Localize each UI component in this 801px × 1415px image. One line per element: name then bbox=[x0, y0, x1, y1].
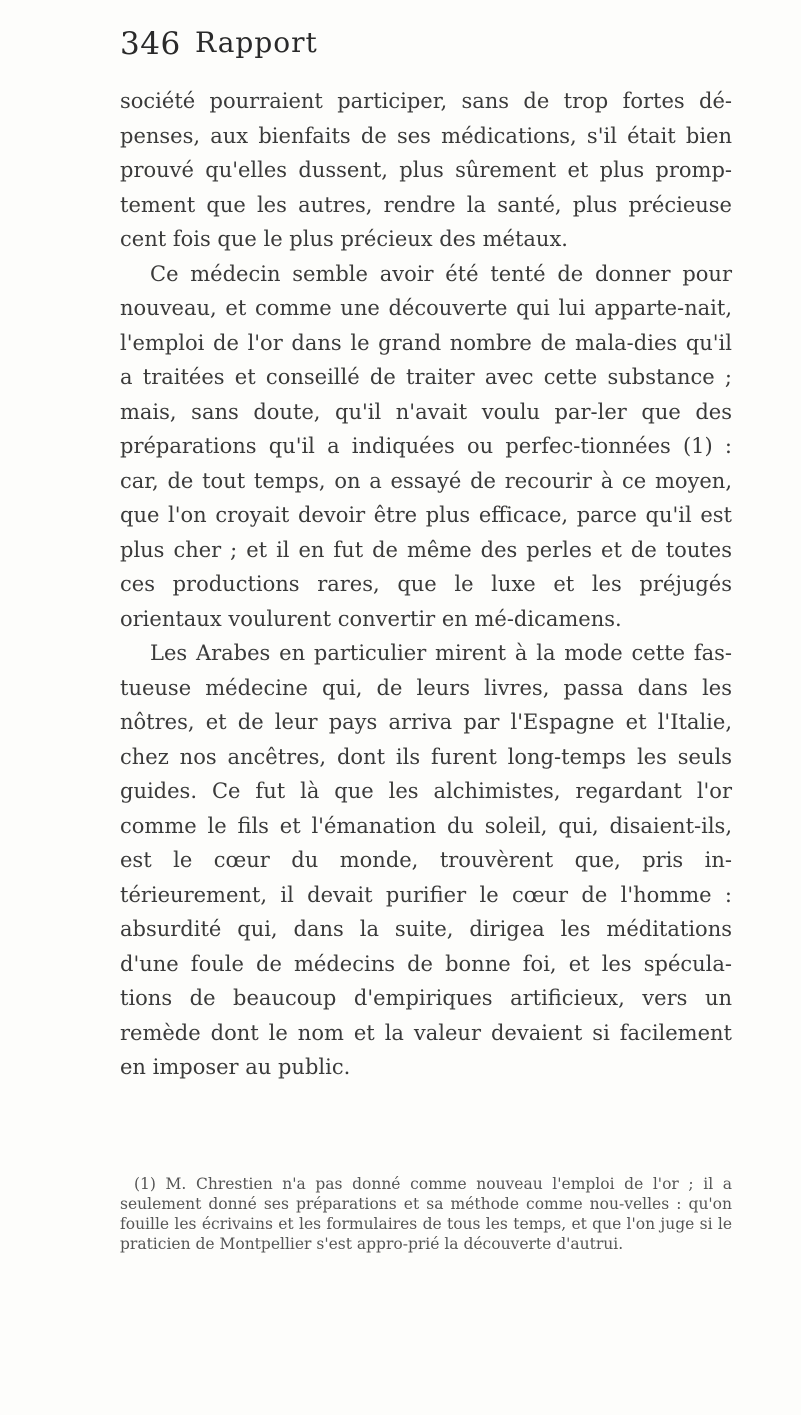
footnote: (1) M. Chrestien n'a pas donné comme nouveau l'emploi de l'or ; il a seulement donné ses préparations et sa méthode comme nou-velles : qu'on fouille les écrivains et les formulaires de tous les temps, et que l'on juge si le praticien de Montpellier s'est appro-prié la découverte d'autrui. bbox=[120, 1175, 732, 1253]
paragraph-2: Ce médecin semble avoir été tenté de donner pour nouveau, et comme une découverte qui lui apparte-nait, l'emploi de l'or dans le grand nombre de mala-dies qu'il a traitées et conseillé de traiter avec cette substance ; mais, sans doute, qu'il n'avait voulu par-ler que des préparations qu'il a indiquées ou perfec-tionnées (1) : car, de tout temps, on a essayé de recourir à ce moyen, que l'on croyait devoir être plus efficace, parce qu'il est plus cher ; et il en fut de même des perles et de toutes ces productions rares, que le luxe et les préjugés orientaux voulurent convertir en mé-dicamens. bbox=[120, 261, 732, 631]
page-number: 346 bbox=[120, 26, 181, 62]
running-head: Rapport bbox=[195, 26, 318, 59]
paragraph-1: société pourraient participer, sans de trop fortes dé-penses, aux bienfaits de ses médications, s'il était bien prouvé qu'elles dussent, plus sûrement et plus promp-tement que les autres, rendre la santé, plus précieuse cent fois que le plus précieux des métaux. bbox=[120, 89, 732, 251]
page-header bbox=[120, 26, 720, 72]
body-text bbox=[120, 84, 732, 1085]
paragraph-3: Les Arabes en particulier mirent à la mode cette fas-tueuse médecine qui, de leurs livres, passa dans les nôtres, et de leur pays arriva par l'Espagne et l'Italie, chez nos ancêtres, dont ils furent long-temps les seuls guides. Ce fut là que les alchimistes, regardant l'or comme le fils et l'émanation du soleil, qui, disaient-ils, est le cœur du monde, trouvèrent que, pris in-térieurement, il devait purifier le cœur de l'homme : absurdité qui, dans la suite, dirigea les méditations d'une foule de médecins de bonne foi, et les spécula-tions de beaucoup d'empiriques artificieux, vers un remède dont le nom et la valeur devaient si facilement en imposer au public. bbox=[120, 641, 732, 1079]
